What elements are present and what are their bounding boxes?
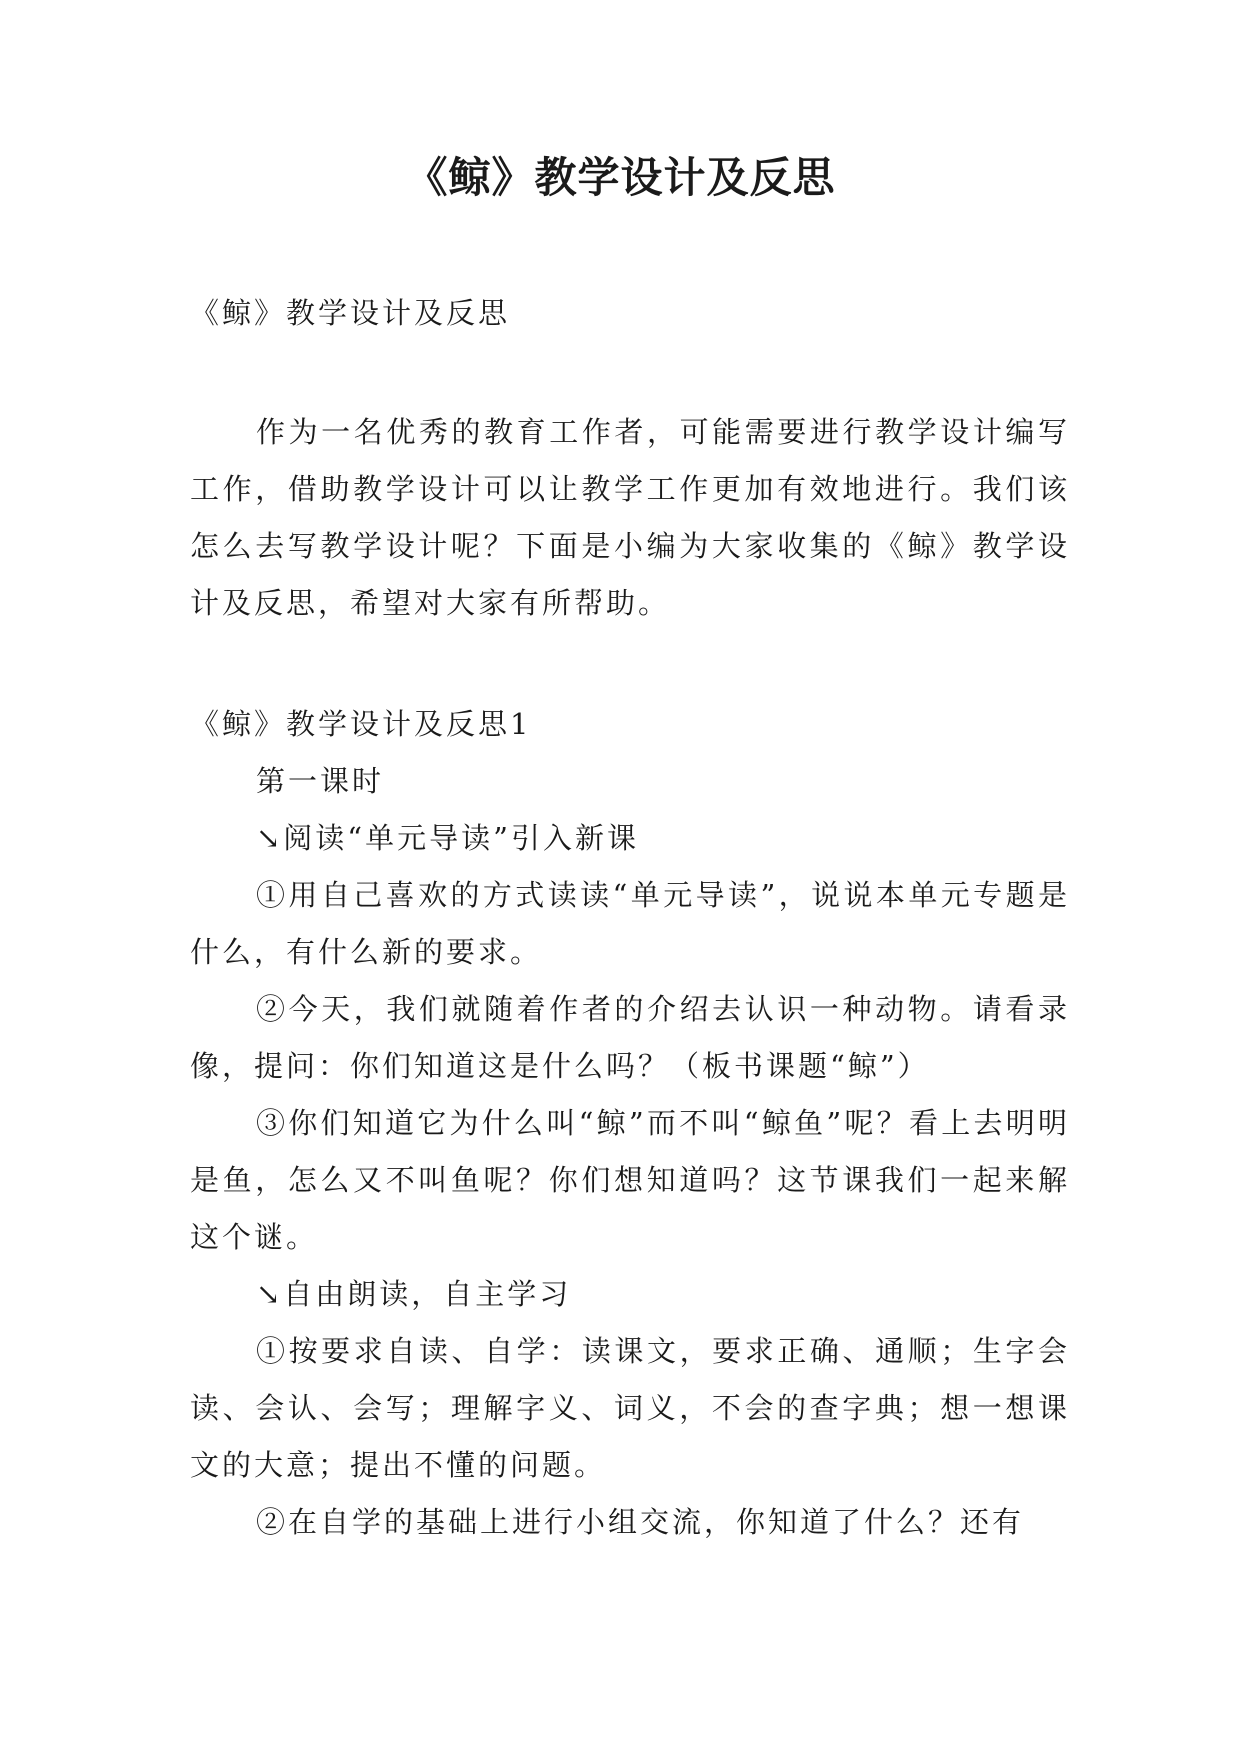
section-heading: 《鲸》教学设计及反思1 bbox=[190, 707, 532, 741]
body-paragraph: ①用自己喜欢的方式读读“单元导读”，说说本单元专题是什么，有什么新的要求。 bbox=[190, 878, 1070, 969]
step-heading: ↘自由朗读，自主学习 bbox=[256, 1277, 572, 1311]
body-paragraph: ②今天，我们就随着作者的介绍去认识一种动物。请看录像，提问：你们知道这是什么吗？（板书课题“鲸”） bbox=[190, 992, 1070, 1083]
body-paragraph: ①按要求自读、自学：读课文，要求正确、通顺；生字会读、会认、会写；理解字义、词义，不会的查字典；想一想课文的大意；提出不懂的问题。 bbox=[190, 1334, 1070, 1482]
lesson-label: 第一课时 bbox=[256, 764, 385, 798]
step-heading: ↘阅读“单元导读”引入新课 bbox=[256, 821, 639, 855]
body-paragraph: ③你们知道它为什么叫“鲸”而不叫“鲸鱼”呢？看上去明明是鱼，怎么又不叫鱼呢？你们想知道吗？这节课我们一起来解这个谜。 bbox=[190, 1106, 1070, 1254]
intro-paragraph: 作为一名优秀的教育工作者，可能需要进行教学设计编写工作，借助教学设计可以让教学工作更加有效地进行。我们该怎么去写教学设计呢？下面是小编为大家收集的《鲸》教学设计及反思，希望对大家有所帮助。 bbox=[190, 415, 1070, 620]
body-paragraph: ②在自学的基础上进行小组交流，你知道了什么？还有 bbox=[256, 1505, 1025, 1539]
document-subtitle: 《鲸》教学设计及反思 bbox=[190, 296, 511, 330]
document-title: 《鲸》教学设计及反思 bbox=[405, 153, 836, 202]
